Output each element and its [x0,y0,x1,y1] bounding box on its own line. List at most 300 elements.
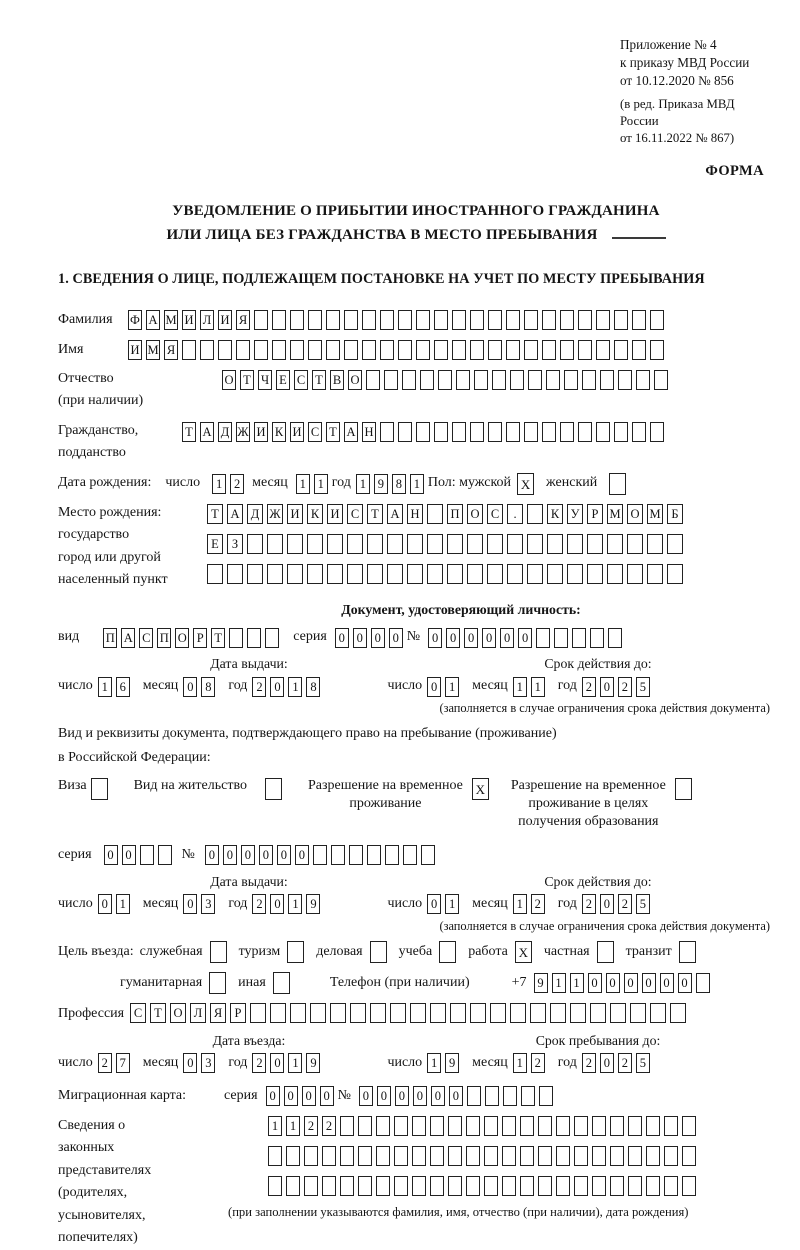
staydoc-number-cells[interactable] [205,844,439,867]
char-cell[interactable] [349,845,363,865]
char-cell[interactable]: 0 [389,628,403,648]
staydoc-expiry-day[interactable] [427,893,463,916]
char-cell[interactable] [485,1086,499,1106]
char-cell[interactable]: 2 [304,1116,318,1136]
char-cell[interactable]: К [272,422,286,442]
char-cell[interactable] [407,564,423,584]
char-cell[interactable] [310,1003,326,1023]
char-cell[interactable] [313,845,327,865]
patronymic-cells[interactable] [222,368,672,391]
char-cell[interactable] [326,310,340,330]
char-cell[interactable] [547,534,563,554]
char-cell[interactable] [488,340,502,360]
doc-series-cells[interactable] [335,626,407,649]
char-cell[interactable]: П [157,628,171,648]
char-cell[interactable] [387,534,403,554]
char-cell[interactable]: М [607,504,623,524]
char-cell[interactable]: 1 [410,474,424,494]
doc-expiry-month[interactable] [513,675,549,698]
char-cell[interactable] [654,370,668,390]
char-cell[interactable]: Н [407,504,423,524]
char-cell[interactable] [527,534,543,554]
char-cell[interactable] [327,534,343,554]
char-cell[interactable] [358,1116,372,1136]
char-cell[interactable]: О [170,1003,186,1023]
char-cell[interactable] [236,340,250,360]
birthplace-cells-line2[interactable] [207,532,687,555]
char-cell[interactable]: 0 [431,1086,445,1106]
birthplace-cells-line1[interactable] [207,502,687,525]
char-cell[interactable] [247,534,263,554]
char-cell[interactable]: 0 [259,845,273,865]
char-cell[interactable] [578,310,592,330]
char-cell[interactable]: Д [218,422,232,442]
char-cell[interactable]: И [254,422,268,442]
char-cell[interactable] [587,564,603,584]
char-cell[interactable] [344,340,358,360]
char-cell[interactable] [394,1176,408,1196]
char-cell[interactable] [140,845,154,865]
char-cell[interactable]: П [447,504,463,524]
char-cell[interactable] [254,340,268,360]
char-cell[interactable] [590,628,604,648]
char-cell[interactable] [450,1003,466,1023]
char-cell[interactable] [308,340,322,360]
char-cell[interactable] [490,1003,506,1023]
char-cell[interactable] [250,1003,266,1023]
char-cell[interactable] [398,340,412,360]
char-cell[interactable] [646,1176,660,1196]
char-cell[interactable] [670,1003,686,1023]
char-cell[interactable] [592,1176,606,1196]
char-cell[interactable] [667,534,683,554]
char-cell[interactable] [286,1176,300,1196]
char-cell[interactable]: 0 [241,845,255,865]
char-cell[interactable] [675,778,692,800]
char-cell[interactable] [527,564,543,584]
char-cell[interactable] [506,340,520,360]
char-cell[interactable]: 1 [513,1053,527,1073]
char-cell[interactable] [290,1003,306,1023]
guardians-cells-line3[interactable] [268,1175,700,1198]
char-cell[interactable] [664,1176,678,1196]
char-cell[interactable] [630,1003,646,1023]
char-cell[interactable]: Ф [128,310,142,330]
char-cell[interactable] [344,310,358,330]
char-cell[interactable]: Е [207,534,223,554]
char-cell[interactable] [427,564,443,584]
char-cell[interactable]: 5 [636,1053,650,1073]
char-cell[interactable] [370,1003,386,1023]
char-cell[interactable] [331,845,345,865]
char-cell[interactable]: 0 [427,677,441,697]
staydoc-issue-day[interactable] [98,893,134,916]
char-cell[interactable]: 0 [371,628,385,648]
char-cell[interactable]: 2 [618,894,632,914]
char-cell[interactable] [412,1146,426,1166]
entry-day[interactable] [98,1052,134,1075]
char-cell[interactable] [502,1176,516,1196]
char-cell[interactable] [596,422,610,442]
char-cell[interactable]: У [567,504,583,524]
char-cell[interactable]: 2 [98,1053,112,1073]
char-cell[interactable] [574,1176,588,1196]
char-cell[interactable] [567,534,583,554]
char-cell[interactable] [614,310,628,330]
char-cell[interactable] [367,534,383,554]
char-cell[interactable]: 8 [201,677,215,697]
char-cell[interactable] [547,564,563,584]
char-cell[interactable]: 7 [116,1053,130,1073]
char-cell[interactable] [272,310,286,330]
char-cell[interactable]: И [182,310,196,330]
char-cell[interactable]: С [130,1003,146,1023]
char-cell[interactable]: 0 [427,894,441,914]
char-cell[interactable] [667,564,683,584]
char-cell[interactable]: Р [587,504,603,524]
char-cell[interactable] [434,422,448,442]
char-cell[interactable] [650,340,664,360]
char-cell[interactable] [682,1116,696,1136]
char-cell[interactable]: 2 [618,677,632,697]
char-cell[interactable] [542,422,556,442]
char-cell[interactable] [402,370,416,390]
char-cell[interactable]: 1 [513,677,527,697]
char-cell[interactable] [267,564,283,584]
char-cell[interactable] [650,1003,666,1023]
char-cell[interactable]: 2 [531,1053,545,1073]
char-cell[interactable]: О [222,370,236,390]
char-cell[interactable] [403,845,417,865]
char-cell[interactable]: 1 [286,1116,300,1136]
char-cell[interactable] [696,973,710,993]
char-cell[interactable] [307,534,323,554]
char-cell[interactable]: 2 [230,474,244,494]
char-cell[interactable] [158,845,172,865]
char-cell[interactable] [448,1116,462,1136]
char-cell[interactable] [524,340,538,360]
char-cell[interactable] [265,778,282,800]
char-cell[interactable] [614,340,628,360]
char-cell[interactable] [574,1116,588,1136]
char-cell[interactable]: 0 [395,1086,409,1106]
char-cell[interactable] [452,310,466,330]
profession-cells[interactable] [130,1002,690,1025]
char-cell[interactable] [484,1176,498,1196]
char-cell[interactable] [520,1146,534,1166]
char-cell[interactable] [362,340,376,360]
char-cell[interactable] [287,564,303,584]
char-cell[interactable]: 1 [288,677,302,697]
char-cell[interactable]: А [121,628,135,648]
char-cell[interactable] [578,340,592,360]
purpose-business-checkbox[interactable] [370,940,391,963]
char-cell[interactable] [578,422,592,442]
char-cell[interactable]: 5 [636,677,650,697]
char-cell[interactable] [267,534,283,554]
doc-issue-month[interactable] [183,675,219,698]
char-cell[interactable]: 0 [122,845,136,865]
char-cell[interactable]: X [515,941,532,963]
char-cell[interactable] [380,310,394,330]
char-cell[interactable] [470,1003,486,1023]
char-cell[interactable] [272,340,286,360]
char-cell[interactable]: О [175,628,189,648]
char-cell[interactable]: 0 [449,1086,463,1106]
char-cell[interactable] [592,1146,606,1166]
char-cell[interactable]: 9 [306,894,320,914]
char-cell[interactable] [470,422,484,442]
char-cell[interactable] [416,422,430,442]
purpose-transit-checkbox[interactable] [679,940,700,963]
char-cell[interactable] [466,1176,480,1196]
char-cell[interactable] [521,1086,535,1106]
char-cell[interactable]: 1 [445,894,459,914]
char-cell[interactable] [510,370,524,390]
char-cell[interactable] [384,370,398,390]
char-cell[interactable] [488,422,502,442]
char-cell[interactable]: И [287,504,303,524]
char-cell[interactable] [430,1003,446,1023]
char-cell[interactable]: Д [247,504,263,524]
char-cell[interactable] [607,534,623,554]
char-cell[interactable] [390,1003,406,1023]
char-cell[interactable]: Я [210,1003,226,1023]
char-cell[interactable]: Н [362,422,376,442]
birth-month-cells[interactable] [296,472,332,495]
char-cell[interactable] [527,504,543,524]
char-cell[interactable] [304,1146,318,1166]
char-cell[interactable] [487,534,503,554]
char-cell[interactable] [322,1176,336,1196]
char-cell[interactable]: 0 [588,973,602,993]
char-cell[interactable] [574,1146,588,1166]
surname-cells[interactable] [128,308,668,331]
char-cell[interactable]: Т [150,1003,166,1023]
char-cell[interactable] [380,422,394,442]
char-cell[interactable] [434,340,448,360]
temp-residence-edu-checkbox[interactable] [675,777,696,800]
char-cell[interactable]: 1 [288,894,302,914]
char-cell[interactable]: 2 [252,894,266,914]
char-cell[interactable] [682,1176,696,1196]
citizenship-cells[interactable] [182,420,668,443]
char-cell[interactable]: 2 [252,1053,266,1073]
char-cell[interactable]: 0 [642,973,656,993]
phone-cells[interactable] [534,971,714,994]
char-cell[interactable] [326,340,340,360]
char-cell[interactable] [590,1003,606,1023]
char-cell[interactable]: 0 [183,677,197,697]
char-cell[interactable]: 1 [116,894,130,914]
char-cell[interactable] [556,1116,570,1136]
char-cell[interactable] [448,1146,462,1166]
char-cell[interactable]: Т [312,370,326,390]
char-cell[interactable] [434,310,448,330]
char-cell[interactable]: С [487,504,503,524]
char-cell[interactable]: 0 [183,1053,197,1073]
char-cell[interactable] [452,340,466,360]
char-cell[interactable] [546,370,560,390]
char-cell[interactable] [410,1003,426,1023]
char-cell[interactable]: Я [164,340,178,360]
char-cell[interactable] [646,1116,660,1136]
char-cell[interactable] [528,370,542,390]
purpose-study-checkbox[interactable] [439,940,460,963]
char-cell[interactable] [628,1176,642,1196]
char-cell[interactable]: 1 [98,677,112,697]
char-cell[interactable] [572,628,586,648]
char-cell[interactable]: С [139,628,153,648]
char-cell[interactable]: И [290,422,304,442]
char-cell[interactable]: Т [182,422,196,442]
char-cell[interactable] [607,564,623,584]
char-cell[interactable]: 0 [606,973,620,993]
char-cell[interactable]: 0 [678,973,692,993]
char-cell[interactable] [254,310,268,330]
char-cell[interactable] [647,564,663,584]
char-cell[interactable]: О [467,504,483,524]
char-cell[interactable] [539,1086,553,1106]
doc-expiry-year[interactable] [582,675,654,698]
char-cell[interactable] [420,370,434,390]
char-cell[interactable]: 1 [288,1053,302,1073]
char-cell[interactable]: А [227,504,243,524]
char-cell[interactable]: 0 [600,894,614,914]
staydoc-issue-year[interactable] [252,893,324,916]
char-cell[interactable] [91,778,108,800]
char-cell[interactable]: 1 [513,894,527,914]
char-cell[interactable]: 0 [320,1086,334,1106]
char-cell[interactable] [618,370,632,390]
char-cell[interactable]: 2 [582,894,596,914]
char-cell[interactable] [350,1003,366,1023]
char-cell[interactable]: М [647,504,663,524]
birthplace-cells-line3[interactable] [207,562,687,585]
char-cell[interactable]: 1 [552,973,566,993]
char-cell[interactable] [467,564,483,584]
char-cell[interactable]: 6 [116,677,130,697]
char-cell[interactable]: X [472,778,489,800]
char-cell[interactable] [484,1116,498,1136]
char-cell[interactable] [376,1116,390,1136]
char-cell[interactable] [385,845,399,865]
char-cell[interactable] [507,534,523,554]
char-cell[interactable]: С [347,504,363,524]
char-cell[interactable] [430,1146,444,1166]
char-cell[interactable] [614,422,628,442]
char-cell[interactable] [394,1116,408,1136]
char-cell[interactable] [608,628,622,648]
char-cell[interactable]: В [330,370,344,390]
char-cell[interactable] [470,340,484,360]
char-cell[interactable]: 0 [335,628,349,648]
char-cell[interactable] [520,1116,534,1136]
migcard-number-cells[interactable] [359,1085,557,1108]
char-cell[interactable] [347,564,363,584]
char-cell[interactable]: 2 [252,677,266,697]
char-cell[interactable] [398,310,412,330]
char-cell[interactable] [209,972,226,994]
char-cell[interactable] [538,1176,552,1196]
birth-year-cells[interactable] [356,472,428,495]
char-cell[interactable] [229,628,243,648]
char-cell[interactable]: 0 [446,628,460,648]
char-cell[interactable] [507,564,523,584]
char-cell[interactable]: 0 [205,845,219,865]
char-cell[interactable]: Т [211,628,225,648]
char-cell[interactable] [466,1116,480,1136]
char-cell[interactable] [467,1086,481,1106]
char-cell[interactable] [247,564,263,584]
purpose-private-checkbox[interactable] [597,940,618,963]
char-cell[interactable] [582,370,596,390]
doc-expiry-day[interactable] [427,675,463,698]
migcard-series-cells[interactable] [266,1085,338,1108]
temp-residence-checkbox[interactable] [472,777,493,800]
char-cell[interactable]: 2 [531,894,545,914]
char-cell[interactable] [327,564,343,584]
purpose-work-checkbox[interactable] [515,940,536,963]
char-cell[interactable]: А [344,422,358,442]
char-cell[interactable]: 1 [531,677,545,697]
char-cell[interactable] [636,370,650,390]
char-cell[interactable]: Е [276,370,290,390]
char-cell[interactable] [412,1176,426,1196]
char-cell[interactable] [536,628,550,648]
purpose-other-checkbox[interactable] [273,971,294,994]
char-cell[interactable] [556,1146,570,1166]
stay-until-day[interactable] [427,1052,463,1075]
char-cell[interactable] [218,340,232,360]
char-cell[interactable] [596,310,610,330]
char-cell[interactable]: О [348,370,362,390]
char-cell[interactable] [347,534,363,554]
char-cell[interactable] [438,370,452,390]
char-cell[interactable] [466,1146,480,1166]
char-cell[interactable]: 0 [377,1086,391,1106]
guardians-cells-line1[interactable] [268,1115,700,1138]
char-cell[interactable] [287,941,304,963]
char-cell[interactable] [456,370,470,390]
char-cell[interactable] [227,564,243,584]
char-cell[interactable] [398,422,412,442]
char-cell[interactable] [550,1003,566,1023]
char-cell[interactable]: 0 [270,894,284,914]
char-cell[interactable] [610,1116,624,1136]
char-cell[interactable] [447,534,463,554]
char-cell[interactable]: Я [236,310,250,330]
char-cell[interactable] [270,1003,286,1023]
char-cell[interactable] [308,310,322,330]
char-cell[interactable] [610,1146,624,1166]
char-cell[interactable]: 1 [427,1053,441,1073]
entry-month[interactable] [183,1052,219,1075]
char-cell[interactable] [394,1146,408,1166]
char-cell[interactable] [632,340,646,360]
guardians-cells-line2[interactable] [268,1145,700,1168]
char-cell[interactable] [362,310,376,330]
char-cell[interactable] [646,1146,660,1166]
char-cell[interactable] [340,1176,354,1196]
char-cell[interactable] [627,564,643,584]
char-cell[interactable] [367,564,383,584]
char-cell[interactable]: З [227,534,243,554]
char-cell[interactable] [207,564,223,584]
char-cell[interactable] [484,1146,498,1166]
char-cell[interactable]: Л [200,310,214,330]
staydoc-expiry-year[interactable] [582,893,654,916]
